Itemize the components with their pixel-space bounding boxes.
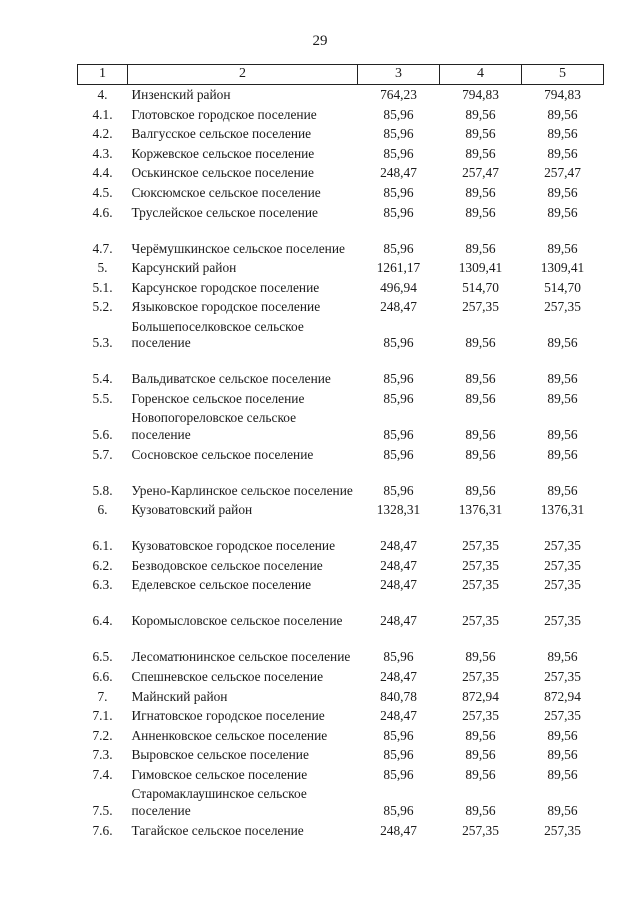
row-value-col-5: 257,35 [544, 557, 581, 573]
header-col-4: 4 [440, 65, 522, 85]
table-row [78, 221, 604, 257]
row-value-col-5: 89,56 [547, 126, 578, 142]
row-value-col-4: 89,56 [465, 446, 496, 462]
row-value-col-5: 257,35 [544, 299, 581, 315]
row-name: Горенское сельское поселение [131, 391, 305, 407]
table-row [78, 352, 604, 388]
row-value-col-3: 248,47 [380, 822, 417, 838]
row-value-col-5: 89,56 [547, 747, 578, 763]
row-name: Гимовское сельское поселение [131, 766, 308, 782]
row-value-col-4: 257,47 [462, 165, 499, 181]
row-number: 5.6. [92, 427, 113, 443]
row-number: 6.1. [92, 538, 113, 554]
row-name: Анненковское сельское поселение [131, 727, 328, 743]
row-name: Карсунский район [131, 260, 237, 276]
row-name: Вальдиватское сельское поселение [131, 371, 331, 387]
header-col-1: 1 [78, 65, 128, 85]
row-value-col-3: 248,47 [380, 613, 417, 629]
row-value-col-5: 89,56 [547, 185, 578, 201]
row-name: Выровское сельское поселение [131, 747, 309, 763]
row-value-col-4: 1376,31 [458, 502, 503, 518]
table-row [78, 84, 604, 104]
row-number: 5.8. [92, 482, 113, 498]
row-value-col-3: 85,96 [383, 145, 414, 161]
row-number: 4.6. [92, 204, 113, 220]
row-value-col-3: 85,96 [383, 427, 414, 443]
row-value-col-5: 1376,31 [540, 502, 585, 518]
row-number: 4.4. [92, 165, 113, 181]
row-name: Безводовское сельское поселение [131, 557, 323, 573]
table-row [78, 574, 604, 594]
row-value-col-3: 248,47 [380, 299, 417, 315]
row-number: 4.1. [92, 106, 113, 122]
data-table [77, 64, 604, 839]
row-name: Языковское городское поселение [131, 299, 321, 315]
row-value-col-4: 257,35 [462, 299, 499, 315]
row-value-col-5: 89,56 [547, 335, 578, 351]
row-value-col-3: 85,96 [383, 204, 414, 220]
row-value-col-3: 85,96 [383, 727, 414, 743]
row-name: Новопогореловское сельское поселение [131, 410, 297, 443]
row-value-col-3: 85,96 [383, 240, 414, 256]
table-body [78, 84, 604, 839]
row-value-col-5: 257,35 [544, 538, 581, 554]
row-value-col-4: 872,94 [462, 688, 499, 704]
row-number: 7.2. [92, 727, 113, 743]
table-header [78, 65, 604, 85]
table-row [78, 104, 604, 124]
row-value-col-3: 248,47 [380, 577, 417, 593]
table-row [78, 705, 604, 725]
header-col-5: 5 [522, 65, 604, 85]
table-row [78, 202, 604, 222]
table-row [78, 143, 604, 163]
row-number: 6.6. [92, 669, 113, 684]
row-value-col-3: 248,47 [380, 557, 417, 573]
row-number: 5.4. [92, 371, 113, 387]
row-value-col-5: 89,56 [547, 482, 578, 498]
table-row [78, 666, 604, 686]
row-value-col-3: 85,96 [383, 649, 414, 665]
row-value-col-5: 257,35 [544, 708, 581, 724]
row-value-col-3: 85,96 [383, 802, 414, 818]
row-value-col-3: 85,96 [383, 106, 414, 122]
row-name: Тагайское сельское поселение [131, 822, 304, 838]
row-value-col-5: 872,94 [544, 688, 581, 704]
row-number: 4. [97, 87, 108, 103]
row-value-col-4: 89,56 [465, 335, 496, 351]
row-number: 7.6. [92, 822, 113, 838]
row-value-col-4: 257,35 [462, 822, 499, 838]
row-value-col-5: 89,56 [547, 240, 578, 256]
table-row [78, 444, 604, 464]
table-row [78, 686, 604, 706]
row-value-col-4: 89,56 [465, 766, 496, 782]
row-name: Инзенский район [131, 87, 231, 103]
row-value-col-5: 257,35 [544, 669, 581, 684]
row-value-col-5: 89,56 [547, 204, 578, 220]
row-value-col-5: 257,47 [544, 165, 581, 181]
row-name: Большепоселковское сельское поселение [131, 318, 304, 351]
row-value-col-5: 514,70 [544, 279, 581, 295]
row-value-col-4: 794,83 [462, 87, 499, 103]
row-number: 5.5. [92, 391, 113, 407]
table-row [78, 123, 604, 143]
row-value-col-3: 248,47 [380, 708, 417, 724]
table-row [78, 408, 604, 444]
row-value-col-4: 514,70 [462, 279, 499, 295]
table-row [78, 257, 604, 277]
row-name: Сюксюмское сельское поселение [131, 185, 321, 201]
row-value-col-5: 89,56 [547, 106, 578, 122]
row-value-col-3: 85,96 [383, 482, 414, 498]
row-value-col-5: 89,56 [547, 649, 578, 665]
row-value-col-5: 257,35 [544, 613, 581, 629]
table-row [78, 296, 604, 316]
header-col-3: 3 [358, 65, 440, 85]
row-value-col-3: 85,96 [383, 371, 414, 387]
row-value-col-5: 257,35 [544, 822, 581, 838]
row-name: Труслейское сельское поселение [131, 204, 318, 220]
row-value-col-3: 85,96 [383, 335, 414, 351]
row-value-col-4: 257,35 [462, 613, 499, 629]
row-value-col-4: 89,56 [465, 391, 496, 407]
row-value-col-4: 1309,41 [458, 260, 503, 276]
table-row [78, 744, 604, 764]
row-value-col-4: 89,56 [465, 185, 496, 201]
row-number: 4.2. [92, 126, 113, 142]
row-value-col-3: 85,96 [383, 185, 414, 201]
row-value-col-5: 89,56 [547, 766, 578, 782]
row-number: 5.7. [92, 446, 113, 462]
row-value-col-5: 89,56 [547, 145, 578, 161]
row-value-col-3: 1261,17 [376, 260, 421, 276]
row-name: Коржевское сельское поселение [131, 145, 315, 161]
row-value-col-4: 89,56 [465, 727, 496, 743]
table-row [78, 725, 604, 745]
table-row [78, 594, 604, 630]
row-name: Карсунское городское поселение [131, 279, 320, 295]
row-value-col-4: 257,35 [462, 708, 499, 724]
row-value-col-3: 248,47 [380, 669, 417, 684]
row-value-col-4: 89,56 [465, 747, 496, 763]
row-value-col-4: 89,56 [465, 649, 496, 665]
row-name: Лесоматюнинское сельское поселение [131, 649, 351, 665]
row-value-col-4: 89,56 [465, 427, 496, 443]
row-value-col-3: 496,94 [380, 279, 417, 295]
row-value-col-5: 1309,41 [540, 260, 585, 276]
row-number: 6.3. [92, 577, 113, 593]
row-name: Еделевское сельское поселение [131, 577, 312, 593]
row-name: Майнский район [131, 688, 228, 704]
row-value-col-5: 89,56 [547, 446, 578, 462]
row-value-col-3: 85,96 [383, 747, 414, 763]
header-col-2: 2 [128, 65, 358, 85]
table-row [78, 388, 604, 408]
row-value-col-3: 85,96 [383, 126, 414, 142]
row-number: 7.3. [92, 747, 113, 763]
row-number: 6.5. [92, 649, 113, 665]
row-value-col-3: 1328,31 [376, 502, 421, 518]
row-number: 4.3. [92, 145, 113, 161]
row-number: 5.3. [92, 335, 113, 351]
table-row [78, 784, 604, 820]
row-value-col-5: 257,35 [544, 577, 581, 593]
row-name: Коромысловское сельское поселение [131, 613, 343, 629]
row-value-col-5: 794,83 [544, 87, 581, 103]
row-value-col-4: 89,56 [465, 145, 496, 161]
row-value-col-3: 85,96 [383, 446, 414, 462]
row-value-col-4: 89,56 [465, 802, 496, 818]
row-name: Кузоватовское городское поселение [131, 538, 336, 554]
row-name: Старомаклаушинское сельское поселение [131, 786, 307, 818]
table-row [78, 316, 604, 352]
row-number: 6.2. [92, 557, 113, 573]
row-value-col-3: 85,96 [383, 391, 414, 407]
row-number: 7.5. [92, 802, 113, 818]
table-row [78, 182, 604, 202]
row-number: 6. [97, 502, 108, 518]
row-value-col-3: 85,96 [383, 766, 414, 782]
row-value-col-4: 89,56 [465, 106, 496, 122]
row-value-col-4: 89,56 [465, 482, 496, 498]
table-row [78, 820, 604, 840]
row-value-col-3: 248,47 [380, 165, 417, 181]
row-name: Черёмушкинское сельское поселение [131, 240, 345, 256]
row-name: Сосновское сельское поселение [131, 446, 314, 462]
row-name: Кузоватовский район [131, 502, 253, 518]
table-row [78, 277, 604, 297]
table-row [78, 764, 604, 784]
row-value-col-3: 840,78 [380, 688, 417, 704]
row-number: 5.1. [92, 279, 113, 295]
table-row [78, 463, 604, 499]
row-value-col-5: 89,56 [547, 371, 578, 387]
row-value-col-4: 89,56 [465, 126, 496, 142]
table-row [78, 499, 604, 519]
row-name: Игнатовское городское поселение [131, 708, 325, 724]
row-value-col-4: 89,56 [465, 204, 496, 220]
row-number: 4.7. [92, 240, 113, 256]
row-name: Глотовское городское поселение [131, 106, 317, 122]
row-number: 4.5. [92, 185, 113, 201]
row-value-col-5: 89,56 [547, 391, 578, 407]
row-value-col-5: 89,56 [547, 802, 578, 818]
row-value-col-4: 257,35 [462, 557, 499, 573]
row-number: 7.4. [92, 766, 113, 782]
row-value-col-5: 89,56 [547, 427, 578, 443]
row-number: 5. [97, 260, 108, 276]
row-name: Спешневское сельское поселение [131, 669, 324, 684]
row-name: Оськинское сельское поселение [131, 165, 314, 181]
row-value-col-3: 248,47 [380, 538, 417, 554]
row-value-col-5: 89,56 [547, 727, 578, 743]
row-number: 7. [97, 688, 108, 704]
table-row [78, 519, 604, 555]
row-value-col-3: 764,23 [380, 87, 417, 103]
page-number: 29 [312, 33, 328, 49]
table-row [78, 630, 604, 666]
table-row [78, 555, 604, 575]
row-value-col-4: 89,56 [465, 240, 496, 256]
row-value-col-4: 89,56 [465, 371, 496, 387]
table-row [78, 162, 604, 182]
row-number: 6.4. [92, 613, 113, 629]
row-name: Валгусское сельское поселение [131, 126, 312, 142]
row-number: 7.1. [92, 708, 113, 724]
row-value-col-4: 257,35 [462, 538, 499, 554]
row-value-col-4: 257,35 [462, 669, 499, 684]
row-number: 5.2. [92, 299, 113, 315]
row-value-col-4: 257,35 [462, 577, 499, 593]
row-name: Урено-Карлинское сельское поселение [131, 482, 353, 498]
